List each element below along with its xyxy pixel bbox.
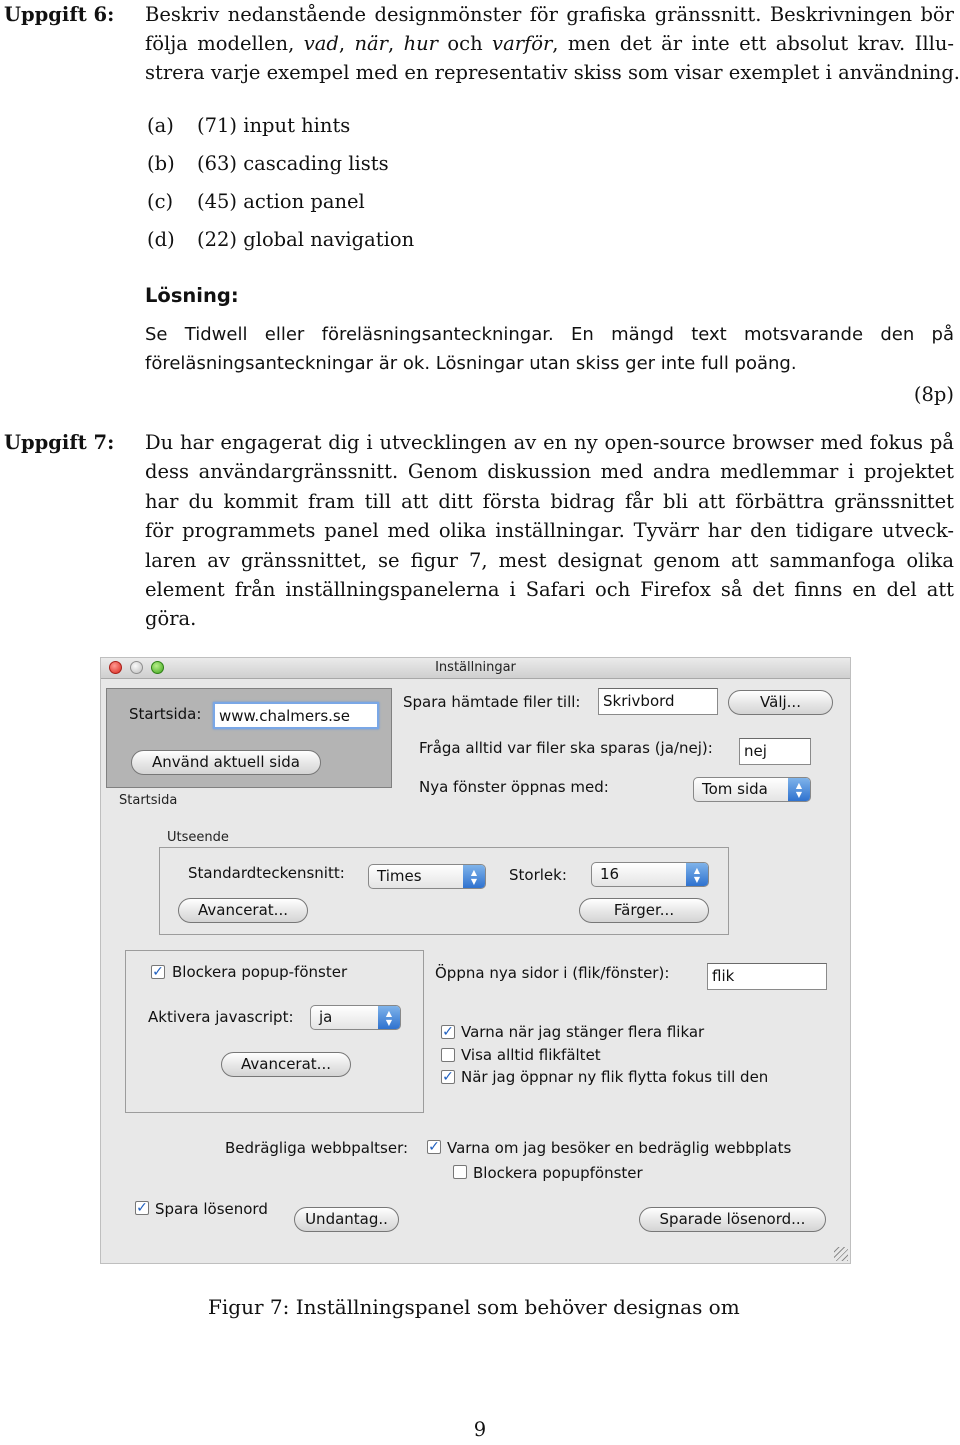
task6-label: Uppgift 6: (4, 3, 115, 26)
text-span: och (438, 32, 493, 55)
save-files-label: Spara hämtade filer till: (403, 693, 581, 711)
list-marker: (c) (147, 190, 174, 213)
up-down-arrows-icon: ▲ ▼ (686, 863, 708, 886)
javascript-select[interactable] (310, 1005, 401, 1030)
title-bar (101, 658, 850, 679)
ask-label: Fråga alltid var filer ska sparas (ja/nej): (419, 739, 713, 757)
fraud-label: Bedrägliga webbpaltser: (225, 1139, 409, 1157)
fraud-warn-checkbox[interactable]: ✓ (428, 1139, 440, 1155)
javascript-label: Aktivera javascript: (148, 1008, 294, 1026)
colors-button[interactable]: Färger... (579, 898, 709, 923)
startsida-group-label: Startsida (119, 793, 178, 808)
figure-caption: Figur 7: Inställningspanel som behöver designas om (208, 1295, 740, 1319)
solution-line-1: Se Tidwell eller föreläsningsanteckningar. En mängd text motsvarande den på (145, 324, 954, 345)
ask-input[interactable]: nej (739, 738, 811, 765)
text-span: , (338, 32, 355, 55)
focus-tab-checkbox[interactable]: ✓ (442, 1069, 454, 1085)
list-marker: (a) (147, 114, 174, 137)
up-down-arrows-icon: ▲ ▼ (463, 865, 485, 888)
list-marker: (b) (147, 152, 175, 175)
solution-heading: Lösning: (145, 284, 239, 307)
javascript-value: ja (319, 1008, 333, 1026)
size-value: 16 (600, 865, 620, 883)
block-popup-checkbox[interactable]: ✓ (152, 964, 164, 980)
list-item: (45) action panel (197, 190, 365, 213)
up-down-arrows-icon: ▲ ▼ (378, 1006, 400, 1029)
fraud-warn-label: Varna om jag besöker en bedräglig webbplats (447, 1139, 792, 1157)
font-value: Times (377, 867, 422, 885)
list-marker: (d) (147, 228, 175, 251)
block-popup-label: Blockera popup-fönster (172, 963, 348, 981)
show-tabbar-label: Visa alltid flikfältet (461, 1046, 601, 1064)
new-window-select[interactable] (693, 777, 811, 802)
fraud-block-checkbox[interactable] (453, 1165, 467, 1179)
task6-line-1: Beskriv nedanstående designmönster för grafiska gränssnitt. Beskrivningen bör (145, 3, 954, 26)
task7-line: element från inställningspanelerna i Safari och Firefox så det finns en del att (145, 578, 954, 601)
advanced-button-javascript[interactable]: Avancerat... (221, 1052, 351, 1077)
task7-line: dess användargränssnitt. Genom diskussion med andra medlemmar i projektet (145, 460, 954, 483)
font-select[interactable] (368, 864, 486, 889)
warn-tabs-label: Varna när jag stänger flera flikar (461, 1023, 705, 1041)
focus-tab-label: När jag öppnar ny flik flytta fokus till den (461, 1068, 769, 1086)
open-pages-input[interactable]: flik (707, 963, 827, 990)
new-window-label: Nya fönster öppnas med: (419, 778, 609, 796)
resize-grip-icon[interactable] (834, 1247, 848, 1261)
window-title: Inställningar (435, 660, 516, 675)
startsida-label: Startsida: (129, 705, 202, 723)
open-pages-label: Öppna nya sidor i (flik/fönster): (435, 964, 670, 982)
list-item: (71) input hints (197, 114, 351, 137)
emph-varfor: varför (492, 32, 553, 55)
task7-label: Uppgift 7: (4, 431, 115, 454)
advanced-button-appearance[interactable]: Avancerat... (178, 898, 308, 923)
task7-line: göra. (145, 607, 197, 630)
text-span: , men det är inte ett absolut krav. Illu- (552, 32, 954, 55)
save-files-input[interactable]: Skrivbord (598, 688, 718, 715)
solution-line-2: föreläsningsanteckningar är ok. Lösningar utan skiss ger inte full poäng. (145, 353, 797, 374)
size-select[interactable] (591, 862, 709, 887)
new-window-value: Tom sida (702, 780, 768, 798)
emph-nar: när (354, 32, 388, 55)
warn-tabs-checkbox[interactable]: ✓ (442, 1024, 454, 1040)
appearance-group-label: Utseende (167, 830, 229, 845)
size-label: Storlek: (509, 866, 567, 884)
save-passwords-label: Spara lösenord (155, 1200, 268, 1218)
emph-vad: vad (303, 32, 339, 55)
startsida-input[interactable]: www.chalmers.se (213, 702, 379, 729)
choose-button[interactable]: Välj... (728, 690, 833, 715)
show-tabbar-checkbox[interactable] (441, 1048, 455, 1062)
emph-hur: hur (403, 32, 439, 55)
exceptions-button[interactable]: Undantag.. (294, 1207, 399, 1232)
up-down-arrows-icon: ▲ ▼ (788, 778, 810, 801)
settings-window (100, 657, 851, 1264)
font-label: Standardteckensnitt: (188, 864, 345, 882)
points: (8p) (913, 383, 954, 406)
task6-line-2 (145, 29, 954, 59)
save-passwords-checkbox[interactable]: ✓ (136, 1200, 148, 1216)
use-current-page-button[interactable]: Använd aktuell sida (131, 750, 321, 775)
page-number: 9 (473, 1418, 487, 1441)
task6-line-3: strera varje exempel med en representativ skiss som visar exemplet i användning. (145, 61, 960, 84)
text-span: följa modellen, (145, 32, 304, 55)
task7-line: för programmets panel med olika inställningar. Tyvärr har den tidigare utveck- (145, 519, 954, 542)
task7-line: har du kommit fram till att ditt första bidrag får bli att förbättra gränssnittet (145, 490, 954, 513)
fraud-block-label: Blockera popupfönster (473, 1164, 643, 1182)
list-item: (22) global navigation (197, 228, 415, 251)
task7-line: laren av gränssnittet, se figur 7, mest designat genom att sammanfoga olika (145, 549, 954, 572)
task7-line: Du har engagerat dig i utvecklingen av en ny open-source browser med fokus på (145, 431, 954, 454)
text-span: , (387, 32, 404, 55)
list-item: (63) cascading lists (197, 152, 389, 175)
saved-passwords-button[interactable]: Sparade lösenord... (639, 1207, 826, 1232)
